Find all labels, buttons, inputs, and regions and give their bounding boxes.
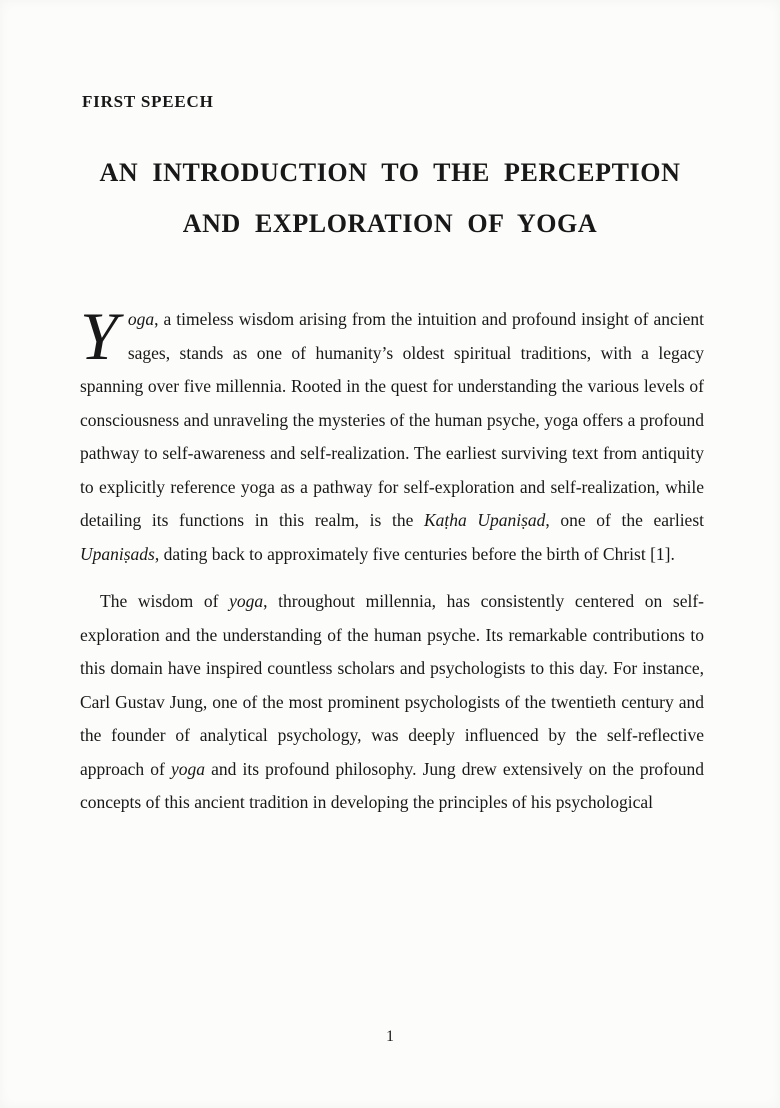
paragraph-1-text: oga, a timeless wisdom arising from the intuition and profound insight of ancient sages, stands as one of humanity’s oldest spiritual traditions, with a legacy spanning over five millennia. Rooted in the quest for understanding the various levels of consciousness and unraveling the mysteries of the human psyche, yoga offers a profound pathway to self-awareness and self-realization. The earliest surviving text from antiquity to explicitly reference yoga as a pathway for self-exploration and self-realization, while detailing its functions in this realm, is the Kaṭha Upaniṣad, one of the earliest Upaniṣads, dating back to approximately five centuries before the birth of Christ [1]. (80, 309, 704, 564)
page-number: 1 (386, 1028, 394, 1045)
drop-cap: Y (80, 298, 118, 374)
chapter-title-line-1: AN INTRODUCTION TO THE PERCEPTION (99, 158, 681, 187)
speech-label: FIRST SPEECH (82, 92, 214, 111)
body-text (80, 298, 704, 834)
chapter-title-line-2: AND EXPLORATION OF YOGA (182, 209, 598, 238)
paragraph-2: The wisdom of yoga, throughout millennia, has consistently centered on self-exploration and the understanding of the human psyche. Its remarkable contributions to this domain have inspired countless scholars and psychologists to this day. For instance, Carl Gustav Jung, one of the most prominent psychologists of the twentieth century and the founder of analytical psychology, was deeply influenced by the self-reflective approach of yoga and its profound philosophy. Jung drew extensively on the profound concepts of this ancient tradition in developing the principles of his psychological (80, 591, 704, 812)
chapter-title (55, 147, 725, 249)
paragraph-1 (80, 298, 704, 571)
